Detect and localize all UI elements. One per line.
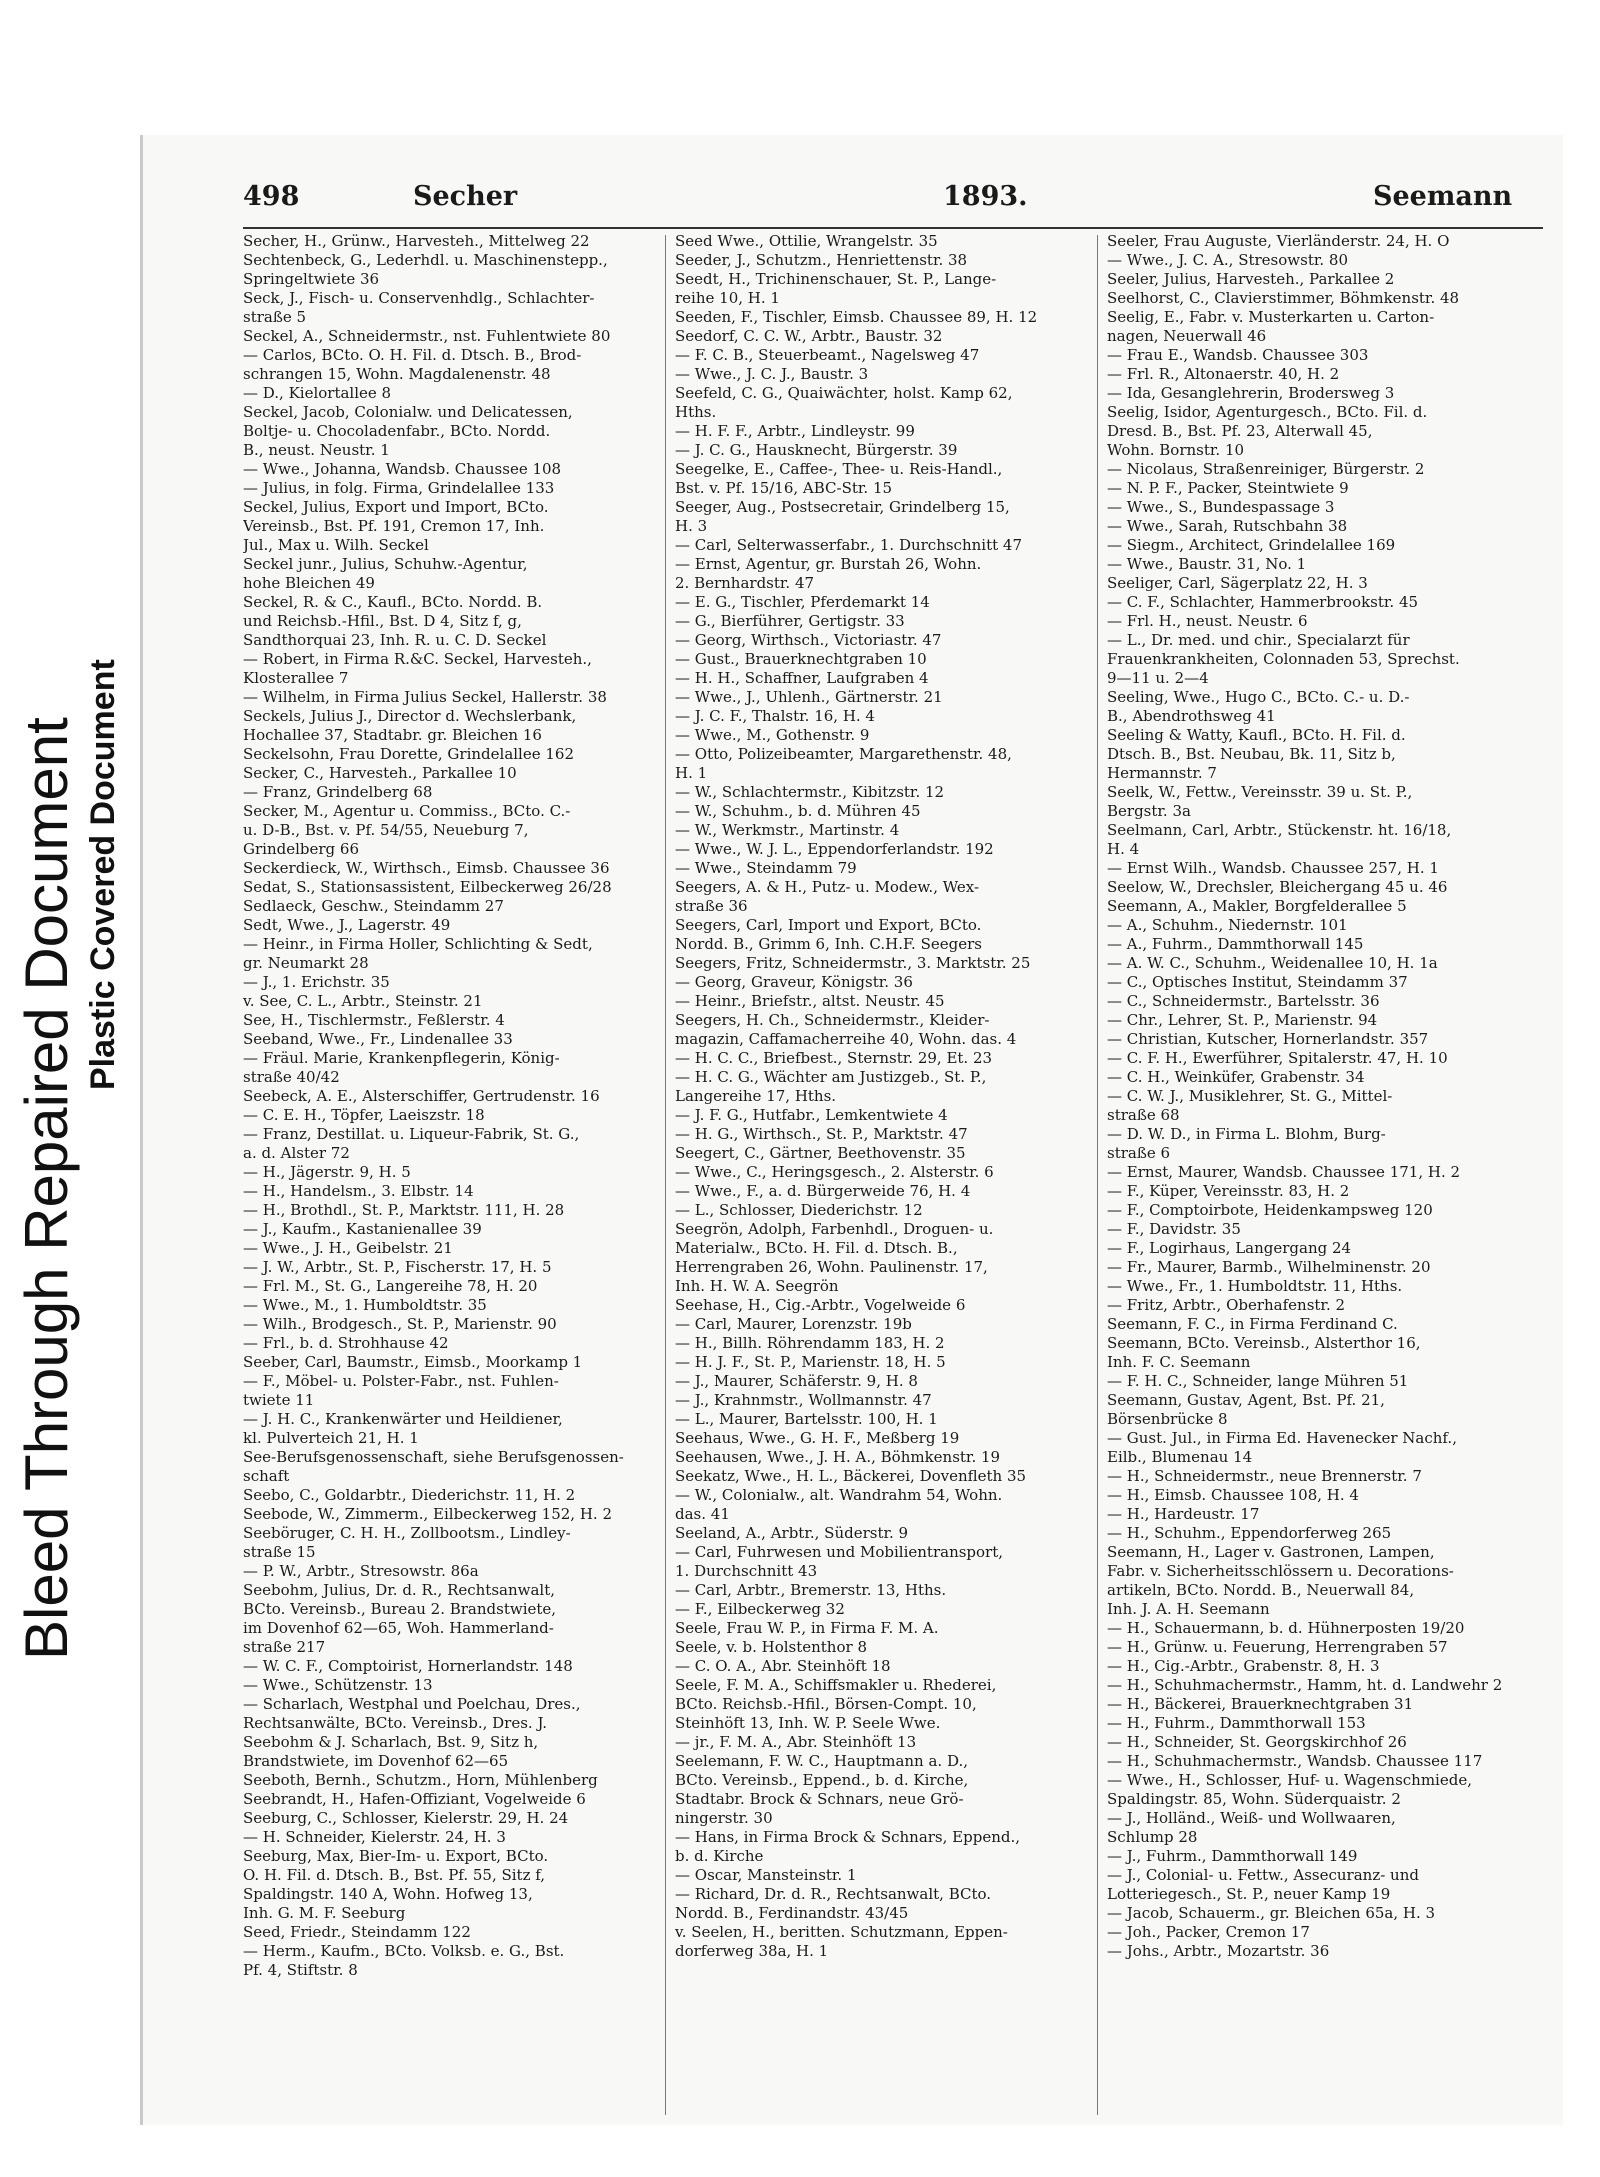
directory-entry-line: — jr., F. M. A., Abr. Steinhöft 13: [675, 1733, 917, 1751]
directory-entry-line: Seeburg, Max, Bier-Im- u. Export, BCto.: [243, 1847, 549, 1865]
directory-entry-line: Seckel, A., Schneidermstr., nst. Fuhlentwiete 80: [243, 327, 611, 345]
directory-entry-line: Grindelberg 66: [243, 840, 359, 858]
directory-entry-line: straße 15: [243, 1543, 316, 1561]
directory-entry-line: Seck, J., Fisch- u. Conservenhdlg., Schlachter-: [243, 289, 595, 307]
page-header: [243, 181, 1543, 221]
directory-entry-line: — H. F. F., Arbtr., Lindleystr. 99: [675, 422, 915, 440]
directory-entry-line: Seedorf, C. C. W., Arbtr., Baustr. 32: [675, 327, 943, 345]
directory-entry-line: — Carl, Fuhrwesen und Mobilientransport,: [675, 1543, 1004, 1561]
directory-entry-line: Nordd. B., Grimm 6, Inh. C.H.F. Seegers: [675, 935, 982, 953]
directory-entry-line: im Dovenhof 62—65, Woh. Hammerland-: [243, 1619, 554, 1637]
directory-entry-line: — Wwe., M., Gothenstr. 9: [675, 726, 870, 744]
plastic-covered-label: Plastic Covered Document: [84, 659, 122, 1090]
directory-entry-line: Seebohm & J. Scharlach, Bst. 9, Sitz h,: [243, 1733, 539, 1751]
directory-entry-line: — Wwe., J. C. J., Baustr. 3: [675, 365, 869, 383]
directory-entry-line: Nordd. B., Ferdinandstr. 43/45: [675, 1904, 909, 1922]
directory-entry-line: — Frl. M., St. G., Langereihe 78, H. 20: [243, 1277, 538, 1295]
directory-entry-line: Springeltwiete 36: [243, 270, 380, 288]
directory-entry-line: — Christian, Kutscher, Hornerlandstr. 357: [1107, 1030, 1429, 1048]
header-last-entry: Seemann: [1373, 181, 1513, 212]
directory-entry-line: — H., Grünw. u. Feuerung, Herrengraben 57: [1107, 1638, 1448, 1656]
directory-entry-line: Seeber, Carl, Baumstr., Eimsb., Moorkamp 1: [243, 1353, 583, 1371]
directory-entry-line: Seckel junr., Julius, Schuhw.-Agentur,: [243, 555, 528, 573]
directory-entry-line: O. H. Fil. d. Dtsch. B., Bst. Pf. 55, Sitz f,: [243, 1866, 546, 1884]
directory-entry-line: Seefeld, C. G., Quaiwächter, holst. Kamp 62,: [675, 384, 1013, 402]
directory-entry-line: — H. H., Schaffner, Laufgraben 4: [675, 669, 929, 687]
directory-entry-line: — H., Schneidermstr., neue Brennerstr. 7: [1107, 1467, 1422, 1485]
directory-entry-line: — C., Schneidermstr., Bartelsstr. 36: [1107, 992, 1380, 1010]
directory-entry-line: — Heinr., in Firma Holler, Schlichting & Sedt,: [243, 935, 593, 953]
directory-entry-line: — Richard, Dr. d. R., Rechtsanwalt, BCto.: [675, 1885, 992, 1903]
directory-entry-line: b. d. Kirche: [675, 1847, 764, 1865]
directory-entry-line: — L., Maurer, Bartelsstr. 100, H. 1: [675, 1410, 938, 1428]
directory-entry-line: — C. F. H., Ewerführer, Spitalerstr. 47, H. 10: [1107, 1049, 1448, 1067]
directory-entry-line: — Franz, Destillat. u. Liqueur-Fabrik, St. G.,: [243, 1125, 580, 1143]
directory-entry-line: — H., Schneider, St. Georgskirchhof 26: [1107, 1733, 1407, 1751]
directory-entry-line: H. 3: [675, 517, 708, 535]
directory-entry-line: — H., Schuhm., Eppendorferweg 265: [1107, 1524, 1392, 1542]
directory-entry-line: — Ernst, Agentur, gr. Burstah 26, Wohn.: [675, 555, 982, 573]
directory-entry-line: — Franz, Grindelberg 68: [243, 783, 433, 801]
directory-entry-line: Schlump 28: [1107, 1828, 1198, 1846]
directory-entry-line: — H., Schuhmachermstr., Wandsb. Chaussee 117: [1107, 1752, 1483, 1770]
directory-entry-line: — H., Jägerstr. 9, H. 5: [243, 1163, 411, 1181]
directory-entry-line: H. 1: [675, 764, 708, 782]
directory-entry-line: — J., Fuhrm., Dammthorwall 149: [1107, 1847, 1358, 1865]
directory-entry-line: Seeburg, C., Schlosser, Kielerstr. 29, H. 24: [243, 1809, 569, 1827]
directory-entry-line: Seegers, Carl, Import und Export, BCto.: [675, 916, 982, 934]
directory-entry-line: — D., Kielortallee 8: [243, 384, 392, 402]
directory-entry-line: Seed Wwe., Ottilie, Wrangelstr. 35: [675, 232, 938, 250]
directory-entry-line: — C. W. J., Musiklehrer, St. G., Mittel-: [1107, 1087, 1393, 1105]
directory-entry-line: straße 6: [1107, 1144, 1171, 1162]
directory-entry-line: a. d. Alster 72: [243, 1144, 350, 1162]
directory-entry-line: reihe 10, H. 1: [675, 289, 780, 307]
directory-entry-line: Seele, F. M. A., Schiffsmakler u. Rhederei,: [675, 1676, 997, 1694]
directory-entry-line: — W., Schuhm., b. d. Mühren 45: [675, 802, 921, 820]
directory-entry-line: — F., Comptoirbote, Heidenkampsweg 120: [1107, 1201, 1433, 1219]
directory-entry-line: Seeliger, Carl, Sägerplatz 22, H. 3: [1107, 574, 1368, 592]
directory-entry-line: See-Berufsgenossenschaft, siehe Berufsgenossen-: [243, 1448, 624, 1466]
header-rule: [243, 227, 1543, 229]
directory-entry-line: — H., Fuhrm., Dammthorwall 153: [1107, 1714, 1366, 1732]
directory-entry-line: — Hans, in Firma Brock & Schnars, Eppend.,: [675, 1828, 1020, 1846]
directory-entry-line: — Frl. H., neust. Neustr. 6: [1107, 612, 1308, 630]
directory-entry-line: Hochallee 37, Stadtabr. gr. Bleichen 16: [243, 726, 542, 744]
directory-entry-line: — Robert, in Firma R.&C. Seckel, Harvesteh.,: [243, 650, 592, 668]
directory-entry-line: Seegers, A. & H., Putz- u. Modew., Wex-: [675, 878, 980, 896]
directory-entry-line: Seeler, Julius, Harvesteh., Parkallee 2: [1107, 270, 1395, 288]
directory-entry-line: — Wilh., Brodgesch., St. P., Marienstr. 90: [243, 1315, 557, 1333]
directory-entry-line: — W., Colonialw., alt. Wandrahm 54, Wohn.: [675, 1486, 1003, 1504]
directory-entry-line: Seeder, J., Schutzm., Henriettenstr. 38: [675, 251, 968, 269]
directory-entry-line: — A., Schuhm., Niedernstr. 101: [1107, 916, 1348, 934]
directory-entry-line: Wohn. Bornstr. 10: [1107, 441, 1245, 459]
directory-entry-line: — P. W., Arbtr., Stresowstr. 86a: [243, 1562, 479, 1580]
directory-entry-line: BCto. Vereinsb., Bureau 2. Brandstwiete,: [243, 1600, 557, 1618]
directory-entry-line: straße 5: [243, 308, 307, 326]
directory-entry-line: Seed, Friedr., Steindamm 122: [243, 1923, 471, 1941]
directory-entry-line: — H., Handelsm., 3. Elbstr. 14: [243, 1182, 474, 1200]
directory-entry-line: Seehausen, Wwe., J. H. A., Böhmkenstr. 19: [675, 1448, 1001, 1466]
directory-entry-line: Seegers, Fritz, Schneidermstr., 3. Marktstr. 25: [675, 954, 1031, 972]
directory-entry-line: — L., Schlosser, Diederichstr. 12: [675, 1201, 923, 1219]
directory-entry-line: Rechtsanwälte, BCto. Vereinsb., Dres. J.: [243, 1714, 548, 1732]
directory-entry-line: — C. O. A., Abr. Steinhöft 18: [675, 1657, 891, 1675]
directory-entry-line: — F., Davidstr. 35: [1107, 1220, 1241, 1238]
directory-entry-line: Spaldingstr. 85, Wohn. Süderquaistr. 2: [1107, 1790, 1401, 1808]
directory-entry-line: — Carlos, BCto. O. H. Fil. d. Dtsch. B., Brod-: [243, 346, 582, 364]
directory-entry-line: B., neust. Neustr. 1: [243, 441, 390, 459]
directory-entry-line: Sedt, Wwe., J., Lagerstr. 49: [243, 916, 451, 934]
directory-entry-line: — Georg, Graveur, Königstr. 36: [675, 973, 913, 991]
directory-entry-line: — Fräul. Marie, Krankenpflegerin, König-: [243, 1049, 560, 1067]
directory-entry-line: 9—11 u. 2—4: [1107, 669, 1209, 687]
directory-entry-line: Bergstr. 3a: [1107, 802, 1191, 820]
directory-entry-line: Inh. H. W. A. Seegrön: [675, 1277, 839, 1295]
directory-entry-line: das. 41: [675, 1505, 730, 1523]
directory-entry-line: 2. Bernhardstr. 47: [675, 574, 815, 592]
directory-entry-line: — Wwe., S., Bundespassage 3: [1107, 498, 1335, 516]
directory-entry-line: Seckel, Jacob, Colonialw. und Delicatessen,: [243, 403, 573, 421]
directory-entry-line: Eilb., Blumenau 14: [1107, 1448, 1253, 1466]
directory-entry-line: Inh. F. C. Seemann: [1107, 1353, 1251, 1371]
directory-entry-line: Seelhorst, C., Clavierstimmer, Böhmkenstr. 48: [1107, 289, 1460, 307]
directory-entry-line: Seeling & Watty, Kaufl., BCto. H. Fil. d.: [1107, 726, 1406, 744]
directory-entry-line: BCto. Reichsb.-Hfil., Börsen-Compt. 10,: [675, 1695, 977, 1713]
directory-entry-line: straße 40/42: [243, 1068, 340, 1086]
directory-entry-line: BCto. Vereinsb., Eppend., b. d. Kirche,: [675, 1771, 969, 1789]
directory-entry-line: — Ernst Wilh., Wandsb. Chaussee 257, H. 1: [1107, 859, 1439, 877]
column-divider: [665, 235, 666, 2115]
directory-entry-line: Seelow, W., Drechsler, Bleichergang 45 u. 46: [1107, 878, 1448, 896]
directory-entry-line: Seebeck, A. E., Alsterschiffer, Gertrudenstr. 16: [243, 1087, 600, 1105]
directory-entry-line: — Wwe., J. C. A., Stresowstr. 80: [1107, 251, 1348, 269]
directory-entry-line: — C., Optisches Institut, Steindamm 37: [1107, 973, 1408, 991]
directory-entry-line: — Ida, Gesanglehrerin, Brodersweg 3: [1107, 384, 1395, 402]
directory-entry-line: — Carl, Maurer, Lorenzstr. 19b: [675, 1315, 912, 1333]
directory-entry-line: — H., Billh. Röhrendamm 183, H. 2: [675, 1334, 945, 1352]
directory-entry-line: Boltje- u. Chocoladenfabr., BCto. Nordd.: [243, 422, 551, 440]
directory-entry-line: — J., Holländ., Weiß- und Wollwaaren,: [1107, 1809, 1396, 1827]
directory-entry-line: See, H., Tischlermstr., Feßlerstr. 4: [243, 1011, 505, 1029]
directory-entry-line: — H., Eimsb. Chaussee 108, H. 4: [1107, 1486, 1359, 1504]
directory-entry-line: Seemann, Gustav, Agent, Bst. Pf. 21,: [1107, 1391, 1385, 1409]
directory-entry-line: Seckelsohn, Frau Dorette, Grindelallee 162: [243, 745, 575, 763]
directory-entry-line: schrangen 15, Wohn. Magdalenenstr. 48: [243, 365, 551, 383]
directory-entry-line: — H., Hardeustr. 17: [1107, 1505, 1260, 1523]
directory-entry-line: twiete 11: [243, 1391, 315, 1409]
directory-entry-line: — W., Schlachtermstr., Kibitzstr. 12: [675, 783, 945, 801]
directory-entry-line: — Fr., Maurer, Barmb., Wilhelminenstr. 20: [1107, 1258, 1431, 1276]
directory-entry-line: Börsenbrücke 8: [1107, 1410, 1228, 1428]
directory-entry-line: — Wwe., Baustr. 31, No. 1: [1107, 555, 1307, 573]
directory-entry-line: — G., Bierführer, Gertigstr. 33: [675, 612, 905, 630]
directory-entry-line: — N. P. F., Packer, Steintwiete 9: [1107, 479, 1349, 497]
directory-entry-line: Inh. G. M. F. Seeburg: [243, 1904, 406, 1922]
directory-entry-line: Seeger, Aug., Postsecretair, Grindelberg 15,: [675, 498, 1010, 516]
bleed-through-label: Bleed Through Repaired Document: [13, 717, 80, 1660]
directory-entry-line: Seele, v. b. Holstenthor 8: [675, 1638, 867, 1656]
directory-entry-line: — Carl, Arbtr., Bremerstr. 13, Hths.: [675, 1581, 947, 1599]
directory-entry-line: — Wwe., F., a. d. Bürgerweide 76, H. 4: [675, 1182, 971, 1200]
directory-entry-line: Seehase, H., Cig.-Arbtr., Vogelweide 6: [675, 1296, 966, 1314]
directory-column-3: [1107, 232, 1512, 2132]
directory-entry-line: — Jacob, Schauerm., gr. Bleichen 65a, H. 3: [1107, 1904, 1436, 1922]
directory-entry-line: Seeböruger, C. H. H., Zollbootsm., Lindley-: [243, 1524, 571, 1542]
directory-entry-line: — E. G., Tischler, Pferdemarkt 14: [675, 593, 930, 611]
directory-entry-line: — Chr., Lehrer, St. P., Marienstr. 94: [1107, 1011, 1378, 1029]
directory-entry-line: Seckel, Julius, Export und Import, BCto.: [243, 498, 549, 516]
directory-entry-line: ningerstr. 30: [675, 1809, 773, 1827]
directory-entry-line: — F., Küper, Vereinsstr. 83, H. 2: [1107, 1182, 1350, 1200]
directory-entry-line: — J., Krahnmstr., Wollmannstr. 47: [675, 1391, 932, 1409]
directory-entry-line: straße 217: [243, 1638, 326, 1656]
directory-entry-line: — Wwe., J. H., Geibelstr. 21: [243, 1239, 453, 1257]
directory-entry-line: Fabr. v. Sicherheitsschlössern u. Decorations-: [1107, 1562, 1454, 1580]
directory-entry-line: — D. W. D., in Firma L. Blohm, Burg-: [1107, 1125, 1386, 1143]
directory-entry-line: — Gust. Jul., in Firma Ed. Havenecker Nachf.,: [1107, 1429, 1457, 1447]
directory-entry-line: — F. C. B., Steuerbeamt., Nagelsweg 47: [675, 346, 980, 364]
directory-entry-line: Dresd. B., Bst. Pf. 23, Alterwall 45,: [1107, 422, 1373, 440]
directory-entry-line: — Oscar, Mansteinstr. 1: [675, 1866, 857, 1884]
directory-entry-line: schaft: [243, 1467, 290, 1485]
directory-entry-line: — Wwe., J., Uhlenh., Gärtnerstr. 21: [675, 688, 943, 706]
directory-entry-line: Secker, C., Harvesteh., Parkallee 10: [243, 764, 517, 782]
directory-entry-line: — H. G., Wirthsch., St. P., Marktstr. 47: [675, 1125, 968, 1143]
directory-page: [140, 135, 1563, 2125]
directory-entry-line: — J. F. G., Hutfabr., Lemkentwiete 4: [675, 1106, 948, 1124]
directory-entry-line: Seegelke, E., Caffee-, Thee- u. Reis-Handl.,: [675, 460, 1003, 478]
directory-entry-line: Seelig, Isidor, Agenturgesch., BCto. Fil. d.: [1107, 403, 1428, 421]
directory-entry-line: Bst. v. Pf. 15/16, ABC-Str. 15: [675, 479, 893, 497]
directory-entry-line: — H. C. G., Wächter am Justizgeb., St. P.,: [675, 1068, 987, 1086]
directory-entry-line: — Herm., Kaufm., BCto. Volksb. e. G., Bst.: [243, 1942, 565, 1960]
directory-entry-line: Brandstwiete, im Dovenhof 62—65: [243, 1752, 509, 1770]
directory-entry-line: magazin, Caffamacherreihe 40, Wohn. das. 4: [675, 1030, 1017, 1048]
directory-entry-line: — F., Eilbeckerweg 32: [675, 1600, 845, 1618]
directory-entry-line: — J., Kaufm., Kastanienallee 39: [243, 1220, 482, 1238]
directory-entry-line: kl. Pulverteich 21, H. 1: [243, 1429, 419, 1447]
directory-entry-line: — A., Fuhrm., Dammthorwall 145: [1107, 935, 1364, 953]
directory-entry-line: — Ernst, Maurer, Wandsb. Chaussee 171, H. 2: [1107, 1163, 1461, 1181]
directory-column-1: [243, 232, 648, 2132]
directory-entry-line: Seelig, E., Fabr. v. Musterkarten u. Carton-: [1107, 308, 1435, 326]
directory-entry-line: — J., Maurer, Schäferstr. 9, H. 8: [675, 1372, 918, 1390]
directory-entry-line: — Julius, in folg. Firma, Grindelallee 133: [243, 479, 555, 497]
directory-entry-line: — Gust., Brauerknechtgraben 10: [675, 650, 927, 668]
directory-entry-line: — Wwe., Steindamm 79: [675, 859, 857, 877]
directory-entry-line: — Georg, Wirthsch., Victoriastr. 47: [675, 631, 942, 649]
directory-entry-line: Seelemann, F. W. C., Hauptmann a. D.,: [675, 1752, 968, 1770]
directory-entry-line: Seelk, W., Fettw., Vereinsstr. 39 u. St. P.,: [1107, 783, 1413, 801]
directory-entry-line: — Johs., Arbtr., Mozartstr. 36: [1107, 1942, 1330, 1960]
directory-entry-line: Sedlaeck, Geschw., Steindamm 27: [243, 897, 504, 915]
directory-entry-line: nagen, Neuerwall 46: [1107, 327, 1267, 345]
directory-entry-line: Sedat, S., Stationsassistent, Eilbeckerweg 26/28: [243, 878, 612, 896]
directory-entry-line: Dtsch. B., Bst. Neubau, Bk. 11, Sitz b,: [1107, 745, 1396, 763]
directory-entry-line: — H. C. C., Briefbest., Sternstr. 29, Et. 23: [675, 1049, 993, 1067]
directory-entry-line: — J. C. F., Thalstr. 16, H. 4: [675, 707, 875, 725]
directory-entry-line: — Joh., Packer, Cremon 17: [1107, 1923, 1310, 1941]
directory-entry-line: — Frl., b. d. Strohhause 42: [243, 1334, 449, 1352]
directory-entry-line: Seeband, Wwe., Fr., Lindenallee 33: [243, 1030, 513, 1048]
directory-entry-line: — H., Schuhmachermstr., Hamm, ht. d. Landwehr 2: [1107, 1676, 1503, 1694]
directory-entry-line: Secher, H., Grünw., Harvesteh., Mittelweg 22: [243, 232, 590, 250]
directory-entry-line: — H., Bäckerei, Brauerknechtgraben 31: [1107, 1695, 1414, 1713]
column-divider: [1097, 235, 1098, 2115]
directory-entry-line: — Carl, Selterwasserfabr., 1. Durchschnitt 47: [675, 536, 1022, 554]
directory-entry-line: — F. H. C., Schneider, lange Mühren 51: [1107, 1372, 1409, 1390]
directory-entry-line: v. See, C. L., Arbtr., Steinstr. 21: [243, 992, 483, 1010]
directory-entry-line: straße 68: [1107, 1106, 1180, 1124]
directory-entry-line: Seckels, Julius J., Director d. Wechslerbank,: [243, 707, 577, 725]
directory-entry-line: — L., Dr. med. und chir., Specialarzt für: [1107, 631, 1410, 649]
directory-entry-line: Secker, M., Agentur u. Commiss., BCto. C.-: [243, 802, 571, 820]
directory-entry-line: Seedt, H., Trichinenschauer, St. P., Lange-: [675, 270, 997, 288]
directory-entry-line: Vereinsb., Bst. Pf. 191, Cremon 17, Inh.: [243, 517, 545, 535]
directory-entry-line: dorferweg 38a, H. 1: [675, 1942, 829, 1960]
directory-entry-line: Seehaus, Wwe., G. H. F., Meßberg 19: [675, 1429, 960, 1447]
page-number: 498: [243, 181, 300, 212]
directory-entry-line: Steinhöft 13, Inh. W. P. Seele Wwe.: [675, 1714, 941, 1732]
directory-entry-line: — J. W., Arbtr., St. P., Fischerstr. 17, H. 5: [243, 1258, 552, 1276]
directory-entry-line: — C. F., Schlachter, Hammerbrookstr. 45: [1107, 593, 1419, 611]
directory-entry-line: — Scharlach, Westphal und Poelchau, Dres.,: [243, 1695, 581, 1713]
directory-entry-line: Seeland, A., Arbtr., Süderstr. 9: [675, 1524, 909, 1542]
directory-entry-line: — Wilhelm, in Firma Julius Seckel, Hallerstr. 38: [243, 688, 607, 706]
directory-entry-line: — C. E. H., Töpfer, Laeiszstr. 18: [243, 1106, 485, 1124]
directory-entry-line: und Reichsb.-Hfil., Bst. D 4, Sitz f, g,: [243, 612, 522, 630]
directory-entry-line: — F., Möbel- u. Polster-Fabr., nst. Fuhlen-: [243, 1372, 559, 1390]
directory-entry-line: — C. H., Weinküfer, Grabenstr. 34: [1107, 1068, 1365, 1086]
directory-entry-line: Seegrön, Adolph, Farbenhdl., Droguen- u.: [675, 1220, 994, 1238]
directory-entry-line: — H., Brothdl., St. P., Marktstr. 111, H. 28: [243, 1201, 565, 1219]
header-year: 1893.: [943, 181, 1028, 212]
directory-entry-line: Hths.: [675, 403, 717, 421]
directory-entry-line: — A. W. C., Schuhm., Weidenallee 10, H. 1a: [1107, 954, 1438, 972]
directory-entry-line: — Siegm., Architect, Grindelallee 169: [1107, 536, 1396, 554]
directory-entry-line: v. Seelen, H., beritten. Schutzmann, Eppen-: [675, 1923, 1008, 1941]
directory-entry-line: Pf. 4, Stiftstr. 8: [243, 1961, 358, 1979]
directory-entry-line: — Frau E., Wandsb. Chaussee 303: [1107, 346, 1369, 364]
directory-entry-line: — Heinr., Briefstr., altst. Neustr. 45: [675, 992, 945, 1010]
directory-entry-line: Sandthorquai 23, Inh. R. u. C. D. Seckel: [243, 631, 547, 649]
directory-entry-line: Inh. J. A. H. Seemann: [1107, 1600, 1270, 1618]
directory-entry-line: Seebohm, Julius, Dr. d. R., Rechtsanwalt,: [243, 1581, 556, 1599]
directory-entry-line: Langereihe 17, Hths.: [675, 1087, 837, 1105]
directory-entry-line: — J., 1. Erichstr. 35: [243, 973, 390, 991]
directory-entry-line: Seeden, F., Tischler, Eimsb. Chaussee 89, H. 12: [675, 308, 1038, 326]
directory-entry-line: Spaldingstr. 140 A, Wohn. Hofweg 13,: [243, 1885, 533, 1903]
directory-entry-line: — W. C. F., Comptoirist, Hornerlandstr. 148: [243, 1657, 573, 1675]
directory-entry-line: hohe Bleichen 49: [243, 574, 375, 592]
directory-entry-line: Herrengraben 26, Wohn. Paulinenstr. 17,: [675, 1258, 988, 1276]
directory-entry-line: Seemann, A., Makler, Borgfelderallee 5: [1107, 897, 1407, 915]
directory-entry-line: Seelmann, Carl, Arbtr., Stückenstr. ht. 16/18,: [1107, 821, 1452, 839]
directory-entry-line: Seckerdieck, W., Wirthsch., Eimsb. Chaussee 36: [243, 859, 610, 877]
directory-entry-line: — F., Logirhaus, Langergang 24: [1107, 1239, 1352, 1257]
directory-entry-line: — J. C. G., Hausknecht, Bürgerstr. 39: [675, 441, 958, 459]
directory-entry-line: — Wwe., Johanna, Wandsb. Chaussee 108: [243, 460, 562, 478]
directory-entry-line: gr. Neumarkt 28: [243, 954, 369, 972]
directory-entry-line: — H., Schauermann, b. d. Hühnerposten 19/20: [1107, 1619, 1465, 1637]
side-stamp-labels: [0, 80, 140, 2080]
directory-entry-line: Seemann, H., Lager v. Gastronen, Lampen,: [1107, 1543, 1435, 1561]
directory-entry-line: Seeler, Frau Auguste, Vierländerstr. 24, H. O: [1107, 232, 1450, 250]
directory-entry-line: B., Abendrothsweg 41: [1107, 707, 1276, 725]
directory-entry-line: — H. J. F., St. P., Marienstr. 18, H. 5: [675, 1353, 946, 1371]
directory-entry-line: — Wwe., M., 1. Humboldtstr. 35: [243, 1296, 487, 1314]
directory-entry-line: Seeboth, Bernh., Schutzm., Horn, Mühlenberg: [243, 1771, 598, 1789]
header-first-entry: Secher: [413, 181, 518, 212]
directory-entry-line: Jul., Max u. Wilh. Seckel: [243, 536, 429, 554]
directory-entry-line: Seegers, H. Ch., Schneidermstr., Kleider-: [675, 1011, 990, 1029]
directory-entry-line: Seebrandt, H., Hafen-Offiziant, Vogelweide 6: [243, 1790, 586, 1808]
directory-entry-line: Seemann, BCto. Vereinsb., Alsterthor 16,: [1107, 1334, 1421, 1352]
directory-entry-line: — Wwe., H., Schlosser, Huf- u. Wagenschmiede,: [1107, 1771, 1472, 1789]
directory-entry-line: — W., Werkmstr., Martinstr. 4: [675, 821, 900, 839]
directory-entry-line: Seemann, F. C., in Firma Ferdinand C.: [1107, 1315, 1398, 1333]
directory-entry-line: Hermannstr. 7: [1107, 764, 1217, 782]
directory-entry-line: straße 36: [675, 897, 748, 915]
directory-entry-line: u. D-B., Bst. v. Pf. 54/55, Neueburg 7,: [243, 821, 529, 839]
directory-column-2: [675, 232, 1080, 2132]
directory-entry-line: Frauenkrankheiten, Colonnaden 53, Sprechst.: [1107, 650, 1460, 668]
directory-entry-line: Seebode, W., Zimmerm., Eilbeckerweg 152, H. 2: [243, 1505, 612, 1523]
directory-entry-line: — Wwe., Fr., 1. Humboldtstr. 11, Hths.: [1107, 1277, 1403, 1295]
directory-entry-line: — Wwe., Sarah, Rutschbahn 38: [1107, 517, 1348, 535]
directory-entry-line: artikeln, BCto. Nordd. B., Neuerwall 84,: [1107, 1581, 1415, 1599]
directory-entry-line: — Frl. R., Altonaerstr. 40, H. 2: [1107, 365, 1340, 383]
directory-entry-line: — Wwe., Schützenstr. 13: [243, 1676, 433, 1694]
directory-entry-line: — Wwe., C., Heringsgesch., 2. Alsterstr. 6: [675, 1163, 994, 1181]
directory-entry-line: — H., Cig.-Arbtr., Grabenstr. 8, H. 3: [1107, 1657, 1380, 1675]
directory-entry-line: — Wwe., W. J. L., Eppendorferlandstr. 192: [675, 840, 994, 858]
directory-entry-line: Stadtabr. Brock & Schnars, neue Grö-: [675, 1790, 964, 1808]
directory-entry-line: Seeling, Wwe., Hugo C., BCto. C.- u. D.-: [1107, 688, 1410, 706]
directory-entry-line: Seegert, C., Gärtner, Beethovenstr. 35: [675, 1144, 966, 1162]
directory-entry-line: Sechtenbeck, G., Lederhdl. u. Maschinenstepp.,: [243, 251, 608, 269]
directory-entry-line: Seele, Frau W. P., in Firma F. M. A.: [675, 1619, 939, 1637]
directory-entry-line: — H. Schneider, Kielerstr. 24, H. 3: [243, 1828, 506, 1846]
directory-entry-line: 1. Durchschnitt 43: [675, 1562, 818, 1580]
directory-entry-line: — Nicolaus, Straßenreiniger, Bürgerstr. 2: [1107, 460, 1425, 478]
directory-entry-line: — Otto, Polizeibeamter, Margarethenstr. 48,: [675, 745, 1012, 763]
directory-entry-line: — J., Colonial- u. Fettw., Assecuranz- und: [1107, 1866, 1419, 1884]
directory-entry-line: Materialw., BCto. H. Fil. d. Dtsch. B.,: [675, 1239, 958, 1257]
directory-entry-line: — J. H. C., Krankenwärter und Heildiener,: [243, 1410, 563, 1428]
directory-entry-line: H. 4: [1107, 840, 1140, 858]
directory-entry-line: Seckel, R. & C., Kaufl., BCto. Nordd. B.: [243, 593, 543, 611]
directory-entry-line: Seekatz, Wwe., H. L., Bäckerei, Dovenfleth 35: [675, 1467, 1027, 1485]
directory-entry-line: Seebo, C., Goldarbtr., Diederichstr. 11, H. 2: [243, 1486, 576, 1504]
directory-entry-line: Klosterallee 7: [243, 669, 349, 687]
directory-entry-line: — Fritz, Arbtr., Oberhafenstr. 2: [1107, 1296, 1346, 1314]
directory-entry-line: Lotteriegesch., St. P., neuer Kamp 19: [1107, 1885, 1391, 1903]
